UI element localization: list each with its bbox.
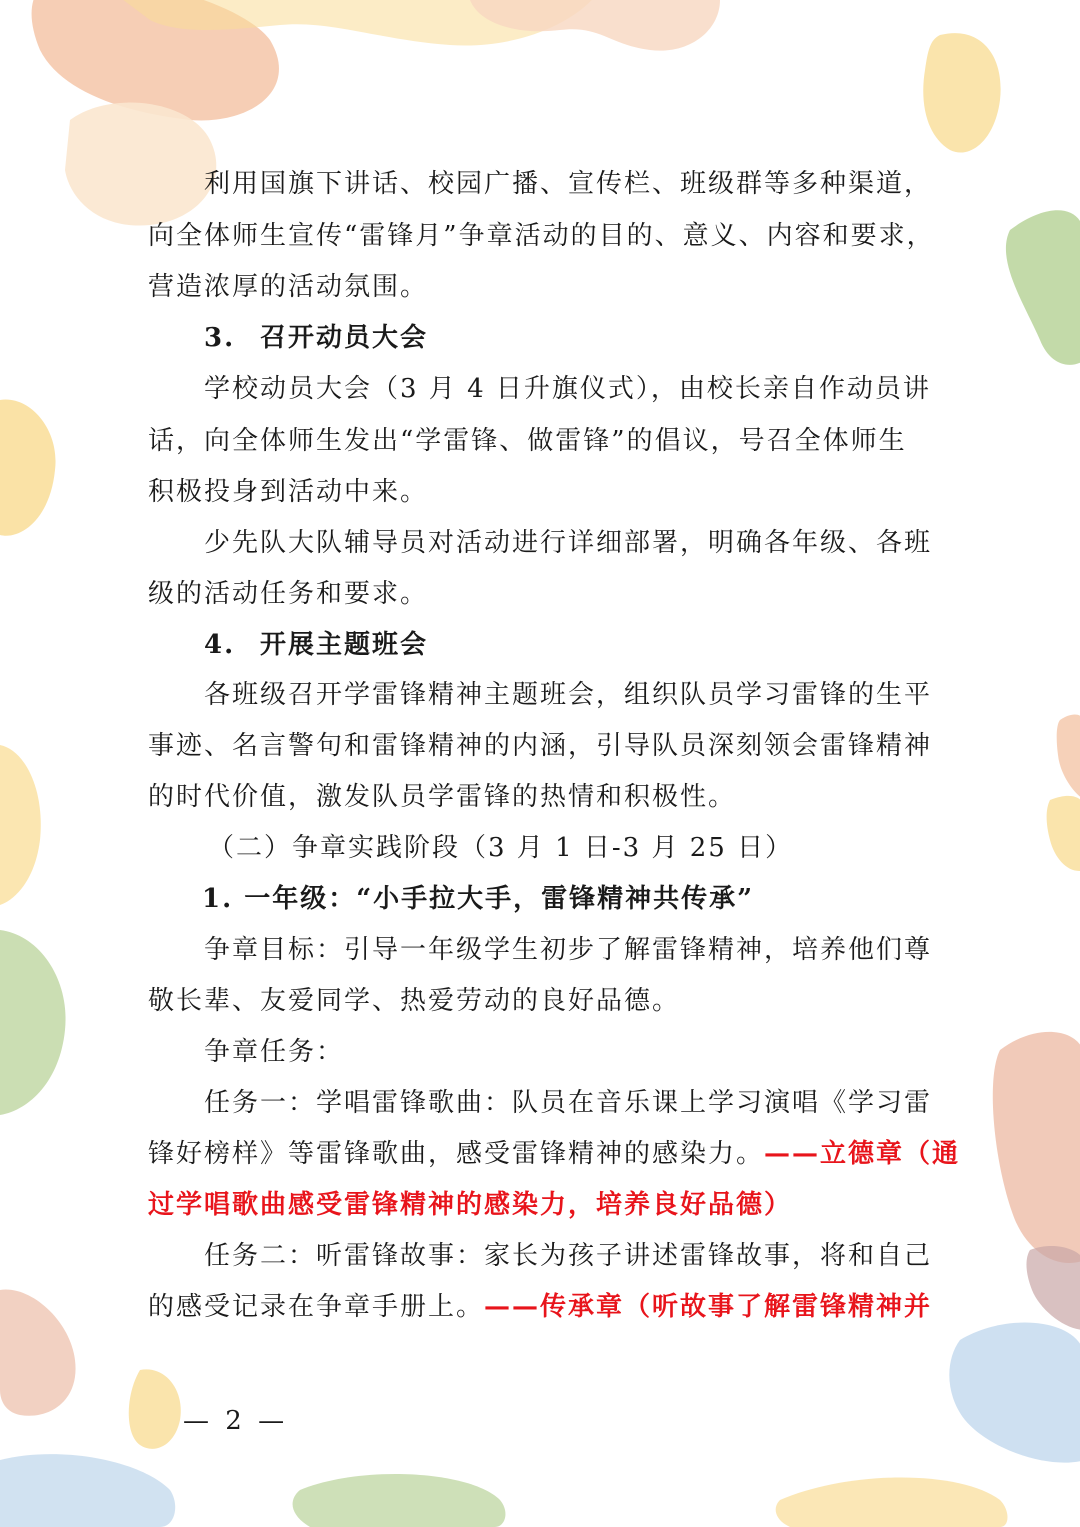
paragraph-line: 学校动员大会（3 月 4 日升旗仪式），由校长亲自作动员讲 <box>204 374 931 404</box>
section-heading-3 <box>204 320 1004 356</box>
grade1-heading: 1. 一年级：“小手拉大手，雷锋精神共传承” <box>202 884 755 914</box>
badge-note-red: 过学唱歌曲感受雷锋精神的感染力，培养良好品德） <box>148 1190 793 1220</box>
paragraph-line: 敬长辈、友爱同学、热爱劳动的良好品德。 <box>148 986 681 1016</box>
paragraph-line: 各班级召开学雷锋精神主题班会，组织队员学习雷锋的生平 <box>204 680 933 710</box>
paragraph-line: 营造浓厚的活动氛围。 <box>148 272 429 302</box>
paragraph-line: 级的活动任务和要求。 <box>148 579 429 609</box>
paragraph-line: 事迹、名言警句和雷锋精神的内涵，引导队员深刻领会雷锋精神 <box>148 731 933 761</box>
heading-number: 4. <box>204 630 236 660</box>
paragraph-line: 利用国旗下讲话、校园广播、宣传栏、班级群等多种渠道， <box>204 169 933 199</box>
badge-note-red: ——立德章（通 <box>764 1139 961 1169</box>
paragraph-line: 的时代价值，激发队员学雷锋的热情和积极性。 <box>148 782 737 812</box>
paragraph-line: 向全体师生宣传“雷锋月”争章活动的目的、意义、内容和要求， <box>148 221 935 251</box>
paragraph-line <box>148 1136 961 1172</box>
section-heading-4 <box>204 627 1004 663</box>
section-subtitle: （二）争章实践阶段（3 月 1 日-3 月 25 日） <box>208 833 794 863</box>
paragraph-line: 话，向全体师生发出“学雷锋、做雷锋”的倡议，号召全体师生 <box>148 426 907 456</box>
tasks-label: 争章任务： <box>204 1037 345 1067</box>
paragraph-line: 任务二：听雷锋故事：家长为孩子讲述雷锋故事，将和自己 <box>204 1241 933 1271</box>
paragraph-line: 争章目标：引导一年级学生初步了解雷锋精神，培养他们尊 <box>204 935 933 965</box>
page-number: — 2 — <box>183 1406 289 1436</box>
paragraph-line <box>148 1289 948 1325</box>
paragraph-line: 任务一：学唱雷锋歌曲：队员在音乐课上学习演唱《学习雷 <box>204 1088 933 1118</box>
badge-note-red: ——传承章（听故事了解雷锋精神并 <box>484 1292 933 1322</box>
task-text: 的感受记录在争章手册上。 <box>148 1292 485 1322</box>
paragraph-line: 积极投身到活动中来。 <box>148 477 429 507</box>
heading-text: 开展主题班会 <box>260 630 429 660</box>
task-text: 锋好榜样》等雷锋歌曲，感受雷锋精神的感染力。 <box>148 1139 765 1169</box>
paragraph-line: 少先队大队辅导员对活动进行详细部署，明确各年级、各班 <box>204 528 933 558</box>
heading-text: 召开动员大会 <box>260 323 429 353</box>
heading-number: 3. <box>204 323 236 353</box>
